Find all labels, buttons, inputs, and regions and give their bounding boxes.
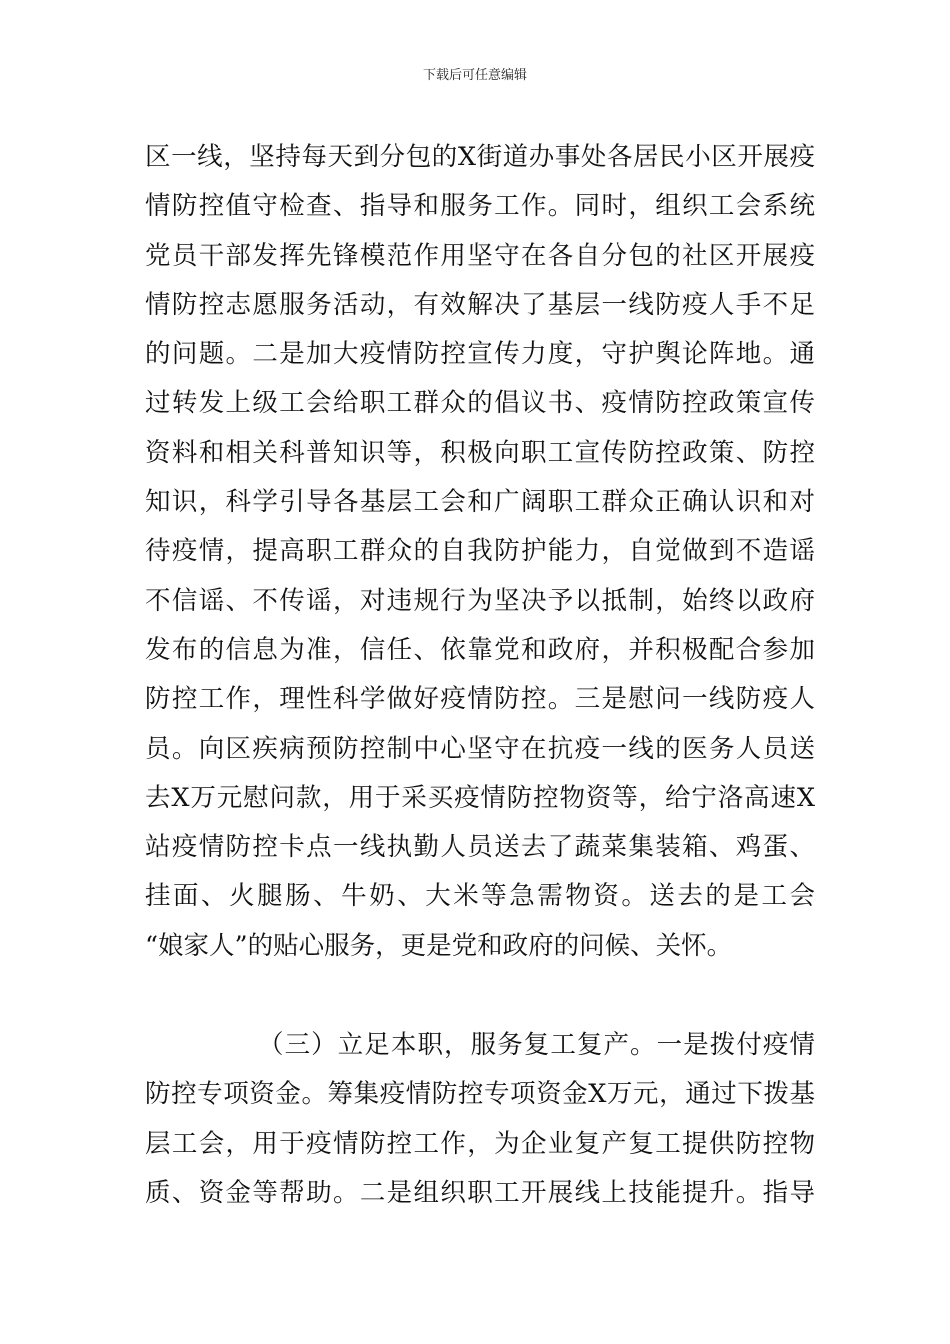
text-line: 防控工作，理性科学做好疫情防控。三是慰问一线防疫人: [145, 684, 815, 715]
text-line: 质、资金等帮助。二是组织职工开展线上技能提升。指导: [145, 1177, 815, 1208]
text-line: 员。向区疾病预防控制中心坚守在抗疫一线的医务人员送: [145, 733, 815, 764]
text-line: “娘家人”的贴心服务，更是党和政府的问候、关怀。: [145, 930, 733, 961]
text-line: 不信谣、不传谣，对违规行为坚决予以抵制，始终以政府: [145, 585, 815, 616]
text-line: 知识，科学引导各基层工会和广阔职工群众正确认识和对: [145, 487, 815, 518]
text-line: 区一线，坚持每天到分包的X街道办事处各居民小区开展疫: [145, 142, 815, 172]
text-line: 情防控值守检查、指导和服务工作。同时，组织工会系统: [145, 191, 815, 222]
download-note: 下载后可任意编辑: [422, 68, 527, 83]
text-line: 党员干部发挥先锋模范作用坚守在各自分包的社区开展疫: [145, 240, 815, 271]
text-line: 的问题。二是加大疫情防控宣传力度，守护舆论阵地。通: [145, 339, 815, 370]
paragraph-gap: [145, 971, 815, 1021]
text-line: 去X万元慰问款，用于采买疫情防控物资等，给宁洛高速X: [145, 782, 815, 813]
text-line: 挂面、火腿肠、牛奶、大米等急需物资。送去的是工会: [145, 881, 815, 912]
text-line: 防控专项资金。筹集疫情防控专项资金X万元，通过下拨基: [145, 1079, 815, 1110]
text-line: 待疫情，提高职工群众的自我防护能力，自觉做到不造谣: [145, 536, 815, 567]
text-line: 发布的信息为准，信任、依靠党和政府，并积极配合参加: [145, 634, 815, 665]
text-line: 过转发上级工会给职工群众的倡议书、疫情防控政策宣传: [145, 388, 815, 419]
text-line: 情防控志愿服务活动，有效解决了基层一线防疫人手不足: [145, 289, 815, 320]
body-text: [145, 133, 815, 1218]
section-heading-line: （三）立足本职，服务复工复产。一是拨付疫情: [258, 1030, 815, 1061]
text-line: 资料和相关科普知识等，积极向职工宣传防控政策、防控: [145, 437, 815, 468]
text-line: 站疫情防控卡点一线执勤人员送去了蔬菜集装箱、鸡蛋、: [145, 832, 815, 863]
text-line: 层工会，用于疫情防控工作，为企业复产复工提供防控物: [145, 1128, 815, 1159]
